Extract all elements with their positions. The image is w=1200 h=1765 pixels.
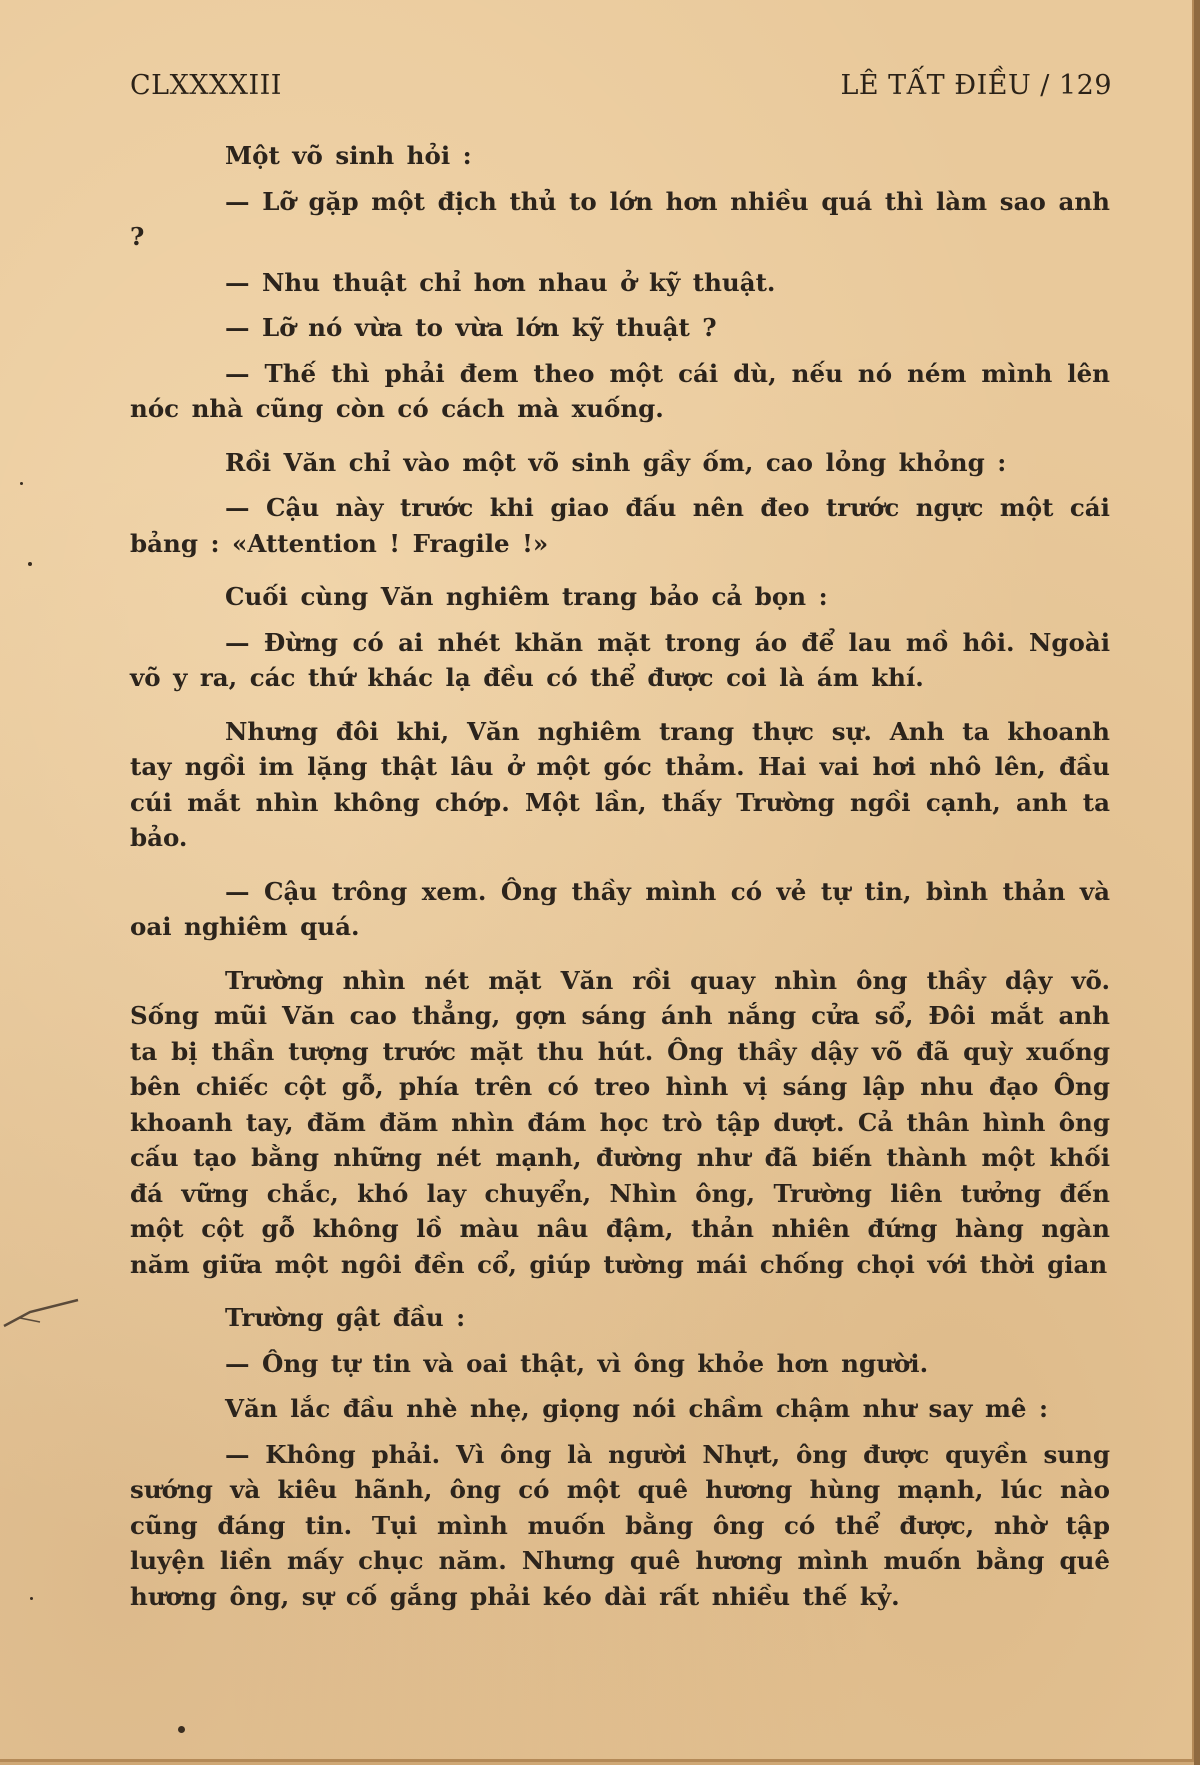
page-header <box>130 70 1112 116</box>
dialog-line: — Thế thì phải đem theo một cái dù, nếu nó ném mình lên nóc nhà cũng còn có cách mà xuống. <box>130 358 1110 423</box>
ink-speck <box>30 1597 33 1600</box>
ink-speck <box>178 1726 185 1733</box>
dialog-line: — Lỡ nó vừa to vừa lớn kỹ thuật ? <box>225 313 717 342</box>
ink-speck <box>28 562 32 566</box>
paragraph: Văn lắc đầu nhè nhẹ, giọng nói chầm chậm như say mê : <box>225 1394 1049 1423</box>
pen-mark-decoration <box>0 1298 85 1328</box>
paragraph: Trường nhìn nét mặt Văn rồi quay nhìn ông thầy dậy võ. Sống mũi Văn cao thẳng, gợn sáng ánh nắng cửa sổ, Đôi mắt anh ta bị thần tượng trước mặt thu hút. Ông thầy dậy võ đã quỳ xuống bên chiếc cột gỗ, phía trên có treo hình vị sáng lập nhu đạo Ông khoanh tay, đăm đăm nhìn đám học trò tập dượt. Cả thân hình ông cấu tạo bằng những nét mạnh, đường như đã biến thành một khối đá vững chắc, khó lay chuyển, Nhìn ông, Trường liên tưởng đến một cột gỗ không lồ màu nâu đậm, thản nhiên đứng hàng ngàn năm giữa một ngôi đền cổ, giúp tường mái chống chọi với thời gian <box>130 965 1110 1279</box>
dialog-line: — Lỡ gặp một địch thủ to lớn hơn nhiều quá thì làm sao anh ? <box>130 186 1110 251</box>
dialog-line: — Đừng có ai nhét khăn mặt trong áo để lau mồ hôi. Ngoài võ y ra, các thứ khác lạ đều có thể được coi là ám khí. <box>130 627 1110 692</box>
paragraph: Nhưng đôi khi, Văn nghiêm trang thực sự. Anh ta khoanh tay ngồi im lặng thật lâu ở một góc thảm. Hai vai hơi nhô lên, đầu cúi mắt nhìn không chớp. Một lần, thấy Trường ngồi cạnh, anh ta bảo. <box>130 716 1110 852</box>
author-page-number: LÊ TẤT ĐIỀU / 129 <box>840 70 1112 101</box>
ink-speck <box>20 482 23 485</box>
paragraph: Rồi Văn chỉ vào một võ sinh gầy ốm, cao lỏng khỏng : <box>225 447 1007 477</box>
dialog-line: — Không phải. Vì ông là người Nhựt, ông được quyền sung sướng và kiêu hãnh, ông có một quê hương hùng mạnh, lúc nào cũng đáng tin. Tụi mình muốn bằng ông có thể được, nhờ tập luyện liền mấy chục năm. Nhưng quê hương mình muốn bằng quê hương ông, sự cố gắng phải kéo dài rất nhiều thế kỷ. <box>130 1439 1110 1611</box>
dialog-line: — Nhu thuật chỉ hơn nhau ở kỹ thuật. <box>225 267 776 297</box>
paragraph: Trường gật đầu : <box>225 1303 466 1332</box>
page-edge <box>1194 0 1200 1765</box>
paragraph: Cuối cùng Văn nghiêm trang bảo cả bọn : <box>225 582 828 611</box>
paragraph: Một võ sinh hỏi : <box>225 141 472 170</box>
chapter-number: CLXXXXIII <box>130 70 282 101</box>
dialog-line: — Cậu này trước khi giao đấu nên đeo trước ngực một cái bảng : «Attention ! Fragile !» <box>130 493 1110 558</box>
dialog-line: — Cậu trông xem. Ông thầy mình có vẻ tự tin, bình thản và oai nghiêm quá. <box>130 876 1110 941</box>
body-text <box>130 138 1110 1624</box>
dialog-line: — Ông tự tin và oai thật, vì ông khỏe hơn người. <box>225 1348 929 1378</box>
